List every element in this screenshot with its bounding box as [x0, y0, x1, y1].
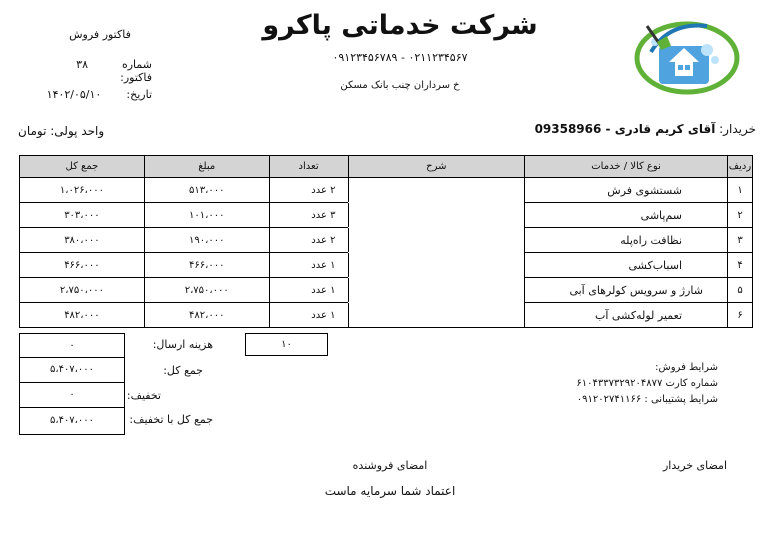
currency-value: تومان	[18, 124, 47, 138]
row-description	[348, 278, 525, 303]
buyer-info	[440, 122, 756, 136]
qty-total-box: ۱۰	[245, 333, 328, 356]
company-address: خ سرداران چنب بانک مسکن	[340, 80, 460, 91]
row-service: اسباب‌کشی	[525, 253, 728, 278]
row-total: ۳۰۳،۰۰۰	[20, 203, 145, 228]
row-qty: ۲ عدد	[269, 178, 348, 203]
row-price: ۴۶۶،۰۰۰	[144, 253, 269, 278]
row-total: ۳۸۰،۰۰۰	[20, 228, 145, 253]
invoice-type: فاکتور فروش	[69, 28, 131, 41]
row-description	[348, 178, 525, 203]
row-service: شارژ و سرویس کولرهای آبی	[525, 278, 728, 303]
row-index: ۱	[728, 178, 753, 203]
terms-card: شماره کارت ۶۱۰۴۳۳۷۳۲۹۲۰۴۸۷۷	[576, 378, 718, 389]
col-header-description: شرح	[348, 156, 525, 178]
row-price: ۲،۷۵۰،۰۰۰	[144, 278, 269, 303]
row-description	[348, 303, 525, 328]
invoice-date: ۱۴۰۲/۰۵/۱۰	[46, 88, 102, 101]
row-price: ۱۰۱،۰۰۰	[144, 203, 269, 228]
invoice-number: ۳۸	[76, 58, 88, 71]
sum-value: ۵،۴۰۷،۰۰۰	[19, 357, 125, 383]
currency-label: واحد پولی:	[50, 124, 105, 138]
row-description	[348, 228, 525, 253]
terms-title: شرایط فروش:	[655, 362, 718, 373]
col-header-total: جمع کل	[20, 156, 145, 178]
buyer-signature: امضای خریدار	[662, 459, 728, 472]
row-service: سم‌پاشی	[525, 203, 728, 228]
row-qty: ۱ عدد	[269, 278, 348, 303]
shipping-label: هزینه ارسال:	[152, 338, 213, 351]
row-qty: ۳ عدد	[269, 203, 348, 228]
buyer-label: خریدار:	[719, 122, 756, 136]
shipping-value: ۰	[19, 333, 125, 358]
discount-label: تخفیف:	[126, 389, 161, 402]
table-row	[20, 278, 753, 303]
table-row	[20, 178, 753, 203]
terms-support: شرایط پشتیبانی : ۰۹۱۲۰۲۷۴۱۱۶۶	[576, 394, 718, 405]
row-qty: ۲ عدد	[269, 228, 348, 253]
table-header-row	[20, 156, 753, 178]
table-row	[20, 203, 753, 228]
table-row	[20, 253, 753, 278]
row-service: نظافت راه‌پله	[525, 228, 728, 253]
sum-label: جمع کل:	[163, 364, 203, 377]
col-header-qty: تعداد	[269, 156, 348, 178]
row-index: ۲	[728, 203, 753, 228]
company-phones: ۰۲۱۱۲۳۴۵۶۷ - ۰۹۱۲۳۴۵۶۷۸۹	[332, 51, 468, 64]
footer-slogan: اعتماد شما سرمایه ماست	[324, 484, 456, 498]
row-service: شستشوی فرش	[525, 178, 728, 203]
table-row	[20, 228, 753, 253]
row-service: تعمیر لوله‌کشی آب	[525, 303, 728, 328]
row-total: ۴۶۶،۰۰۰	[20, 253, 145, 278]
row-description	[348, 253, 525, 278]
terms-block	[500, 360, 718, 408]
company-logo	[629, 12, 745, 96]
row-price: ۵۱۳،۰۰۰	[144, 178, 269, 203]
final-value: ۵،۴۰۷،۰۰۰	[19, 407, 125, 435]
seller-signature: امضای فروشنده	[352, 459, 428, 472]
final-label: جمع کل با تخفیف:	[129, 413, 213, 426]
discount-value: ۰	[19, 382, 125, 408]
row-price: ۱۹۰،۰۰۰	[144, 228, 269, 253]
row-total: ۱،۰۲۶،۰۰۰	[20, 178, 145, 203]
col-header-price: مبلغ	[144, 156, 269, 178]
company-name: شرکت خدماتی پاکرو	[262, 10, 538, 41]
row-qty: ۱ عدد	[269, 253, 348, 278]
row-price: ۴۸۲،۰۰۰	[144, 303, 269, 328]
row-index: ۶	[728, 303, 753, 328]
row-description	[348, 203, 525, 228]
col-header-service: نوع کالا / خدمات	[525, 156, 728, 178]
invoice-number-label: شماره فاکتور:	[120, 58, 152, 84]
col-header-index: ردیف	[728, 156, 753, 178]
row-index: ۵	[728, 278, 753, 303]
row-total: ۴۸۲،۰۰۰	[20, 303, 145, 328]
table-row	[20, 303, 753, 328]
row-index: ۴	[728, 253, 753, 278]
buyer-value: آقای کریم قادری - 09358966	[534, 122, 716, 136]
items-table	[19, 155, 753, 328]
row-total: ۲،۷۵۰،۰۰۰	[20, 278, 145, 303]
currency-info	[18, 124, 148, 138]
row-index: ۳	[728, 228, 753, 253]
date-label: تاریخ:	[126, 88, 152, 101]
row-qty: ۱ عدد	[269, 303, 348, 328]
